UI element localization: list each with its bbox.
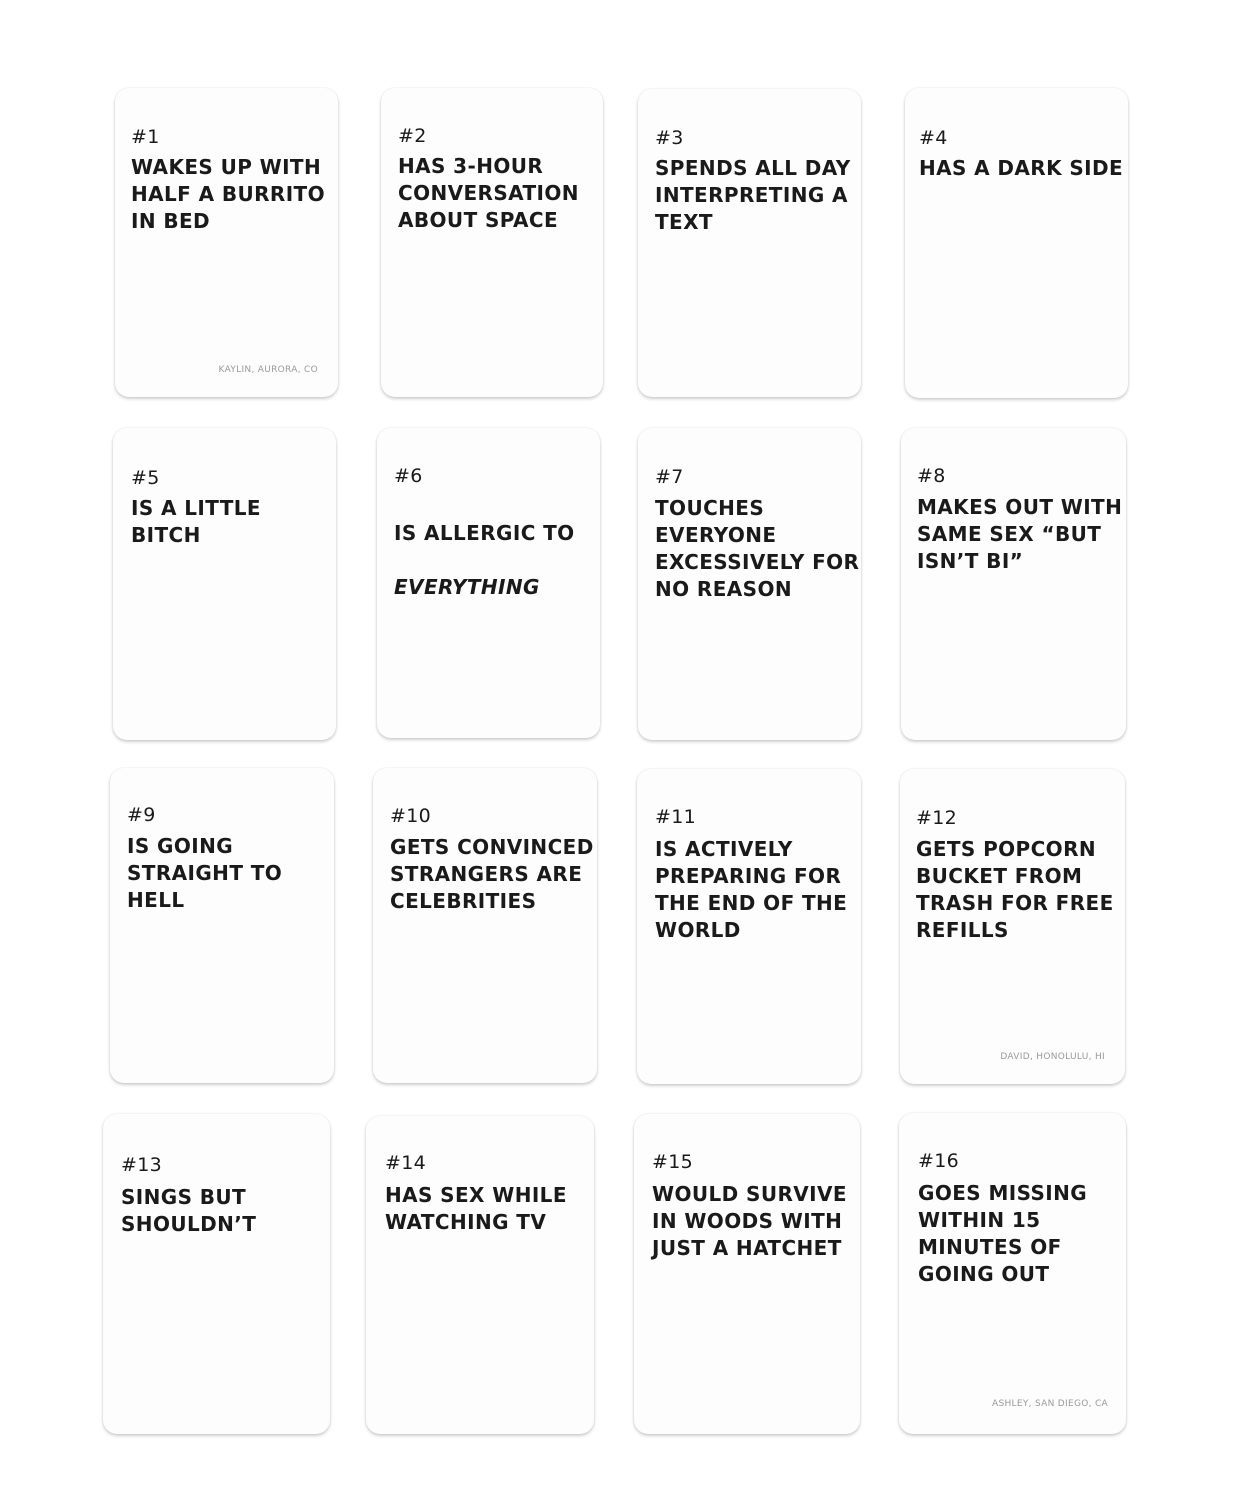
card-prompt: SINGS BUT SHOULDN’T bbox=[121, 1185, 257, 1236]
card-8 bbox=[901, 428, 1126, 740]
card-number: #4 bbox=[919, 127, 948, 149]
card-prompt: HAS A DARK SIDE bbox=[919, 156, 1124, 180]
card-credit: ASHLEY, SAN DIEGO, CA bbox=[992, 1399, 1108, 1409]
card-3 bbox=[638, 89, 861, 397]
card-number: #6 bbox=[394, 465, 423, 487]
card-prompt: WAKES UP WITH HALF A BURRITO IN BED bbox=[131, 155, 325, 233]
card-number: #9 bbox=[127, 804, 156, 826]
card-prompt: IS GOING STRAIGHT TO HELL bbox=[127, 834, 283, 912]
card-prompt: MAKES OUT WITH SAME SEX “BUT ISN’T BI” bbox=[917, 495, 1123, 573]
card-number: #11 bbox=[655, 806, 696, 828]
card-12 bbox=[900, 769, 1125, 1084]
card-number: #3 bbox=[655, 127, 684, 149]
card-5 bbox=[113, 428, 336, 740]
card-prompt: IS A LITTLE BITCH bbox=[131, 496, 261, 547]
card-15 bbox=[634, 1114, 860, 1434]
card-prompt: SPENDS ALL DAY INTERPRETING A TEXT bbox=[655, 156, 851, 234]
card-9 bbox=[110, 768, 334, 1083]
card-number: #15 bbox=[652, 1151, 693, 1173]
card-number: #13 bbox=[121, 1154, 162, 1176]
card-prompt: TOUCHES EVERYONE EXCESSIVELY FOR NO REASON bbox=[655, 496, 860, 601]
card-number: #7 bbox=[655, 466, 684, 488]
card-16 bbox=[899, 1113, 1126, 1434]
card-7 bbox=[638, 428, 861, 740]
card-prompt: GETS POPCORN BUCKET FROM TRASH FOR FREE REFILLS bbox=[916, 837, 1114, 942]
card-number: #1 bbox=[131, 126, 160, 148]
card-prompt: HAS 3-HOUR CONVERSATION ABOUT SPACE bbox=[398, 154, 579, 232]
card-number: #10 bbox=[390, 805, 431, 827]
card-prompt: GOES MISSING WITHIN 15 MINUTES OF GOING OUT bbox=[918, 1181, 1088, 1286]
card-number: #14 bbox=[385, 1152, 426, 1174]
card-prompt: IS ACTIVELY PREPARING FOR THE END OF THE WORLD bbox=[655, 837, 848, 942]
card-prompt-line: IS ALLERGIC TO bbox=[394, 521, 575, 545]
card-4 bbox=[905, 88, 1128, 398]
card-10 bbox=[373, 768, 597, 1083]
card-11 bbox=[637, 769, 861, 1084]
card-14 bbox=[366, 1116, 594, 1434]
card-prompt: WOULD SURVIVE IN WOODS WITH JUST A HATCHET bbox=[652, 1182, 847, 1260]
card-number: #2 bbox=[398, 125, 427, 147]
card-prompt: HAS SEX WHILE WATCHING TV bbox=[385, 1183, 567, 1234]
card-number: #5 bbox=[131, 467, 160, 489]
card-number: #12 bbox=[916, 807, 957, 829]
card-2 bbox=[381, 88, 603, 397]
card-1 bbox=[115, 88, 338, 397]
card-prompt bbox=[394, 493, 575, 601]
card-credit: DAVID, HONOLULU, HI bbox=[1000, 1052, 1105, 1062]
card-prompt: GETS CONVINCED STRANGERS ARE CELEBRITIES bbox=[390, 835, 594, 913]
card-number: #16 bbox=[918, 1150, 959, 1172]
card-credit: KAYLIN, AURORA, CO bbox=[218, 365, 318, 375]
card-13 bbox=[103, 1114, 330, 1434]
card-number: #8 bbox=[917, 465, 946, 487]
card-prompt-italic: EVERYTHING bbox=[394, 575, 540, 599]
card-6 bbox=[377, 428, 600, 738]
